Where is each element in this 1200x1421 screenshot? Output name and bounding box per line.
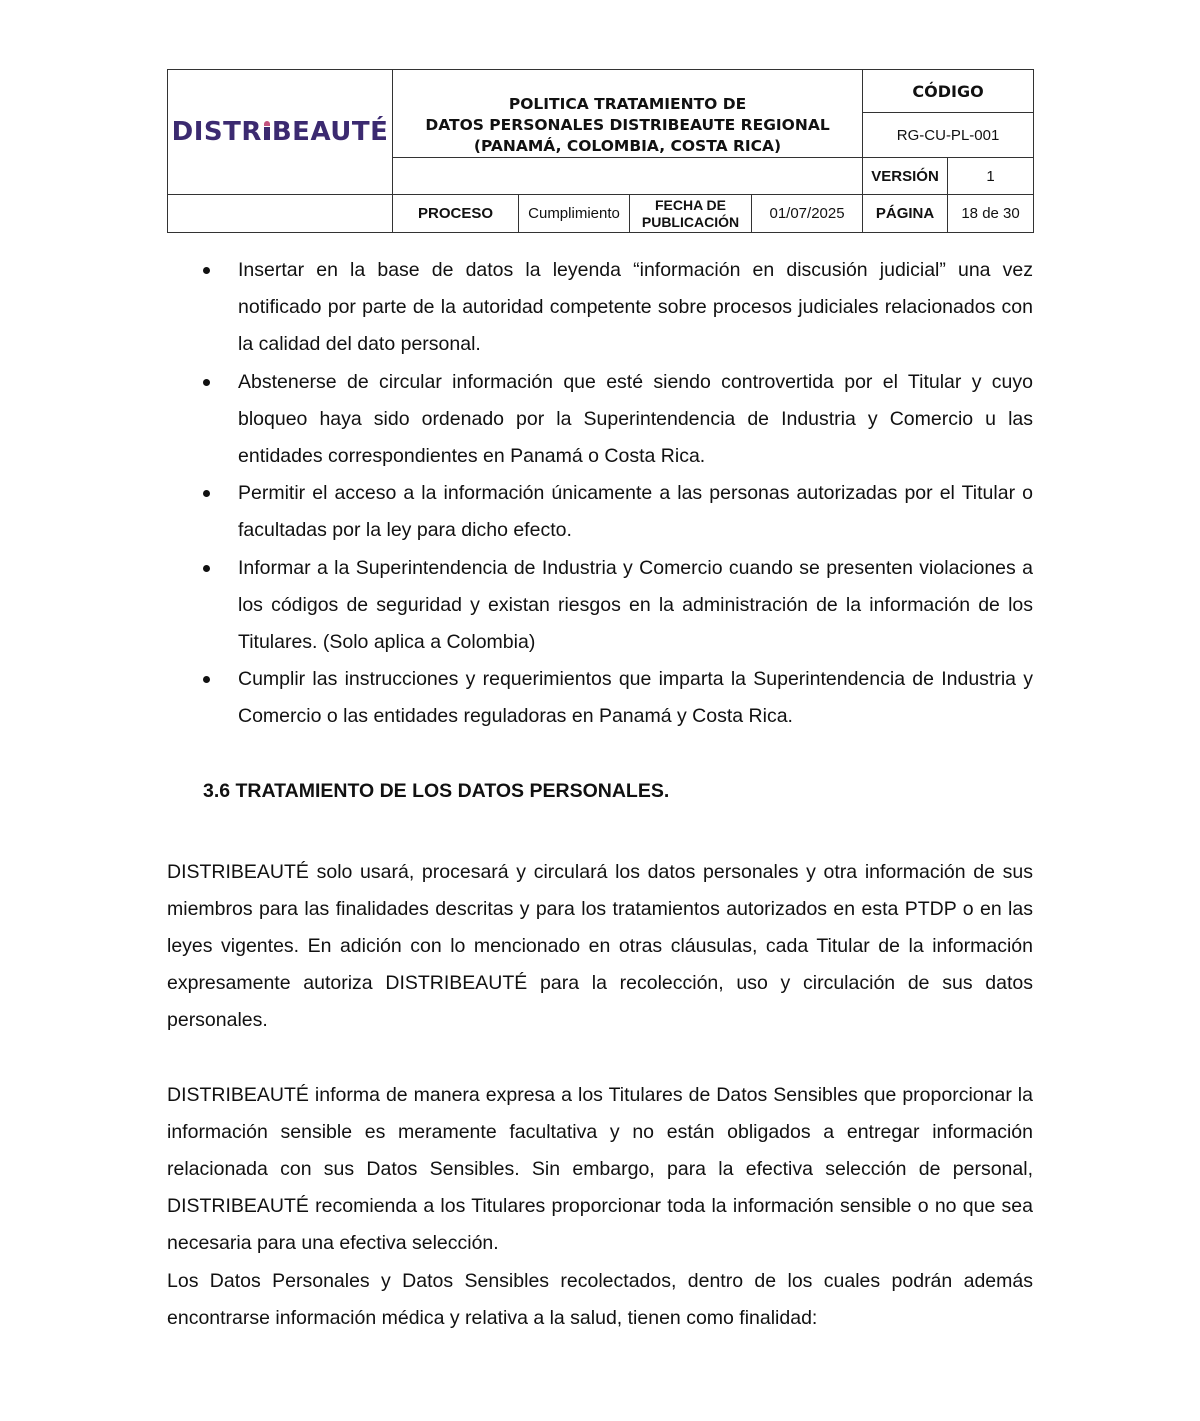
bullet-icon bbox=[203, 267, 210, 274]
title-spacer bbox=[393, 158, 863, 195]
title-line-1: POLITICA TRATAMIENTO DE bbox=[508, 95, 747, 113]
document-header-table bbox=[167, 69, 1034, 233]
section-heading: 3.6 TRATAMIENTO DE LOS DATOS PERSONALES. bbox=[203, 779, 670, 802]
document-body bbox=[167, 252, 1033, 1337]
pagina-label: PÁGINA bbox=[863, 195, 948, 233]
list-item-text: Abstenerse de circular información que esté siendo controvertida por el Titular y cuyo bloqueo haya sido ordenado por la Superintendencia de Industria y Comercio u las entidades correspondientes en Panamá o Costa Rica. bbox=[238, 370, 1033, 468]
list-item bbox=[167, 550, 1033, 662]
fecha-label-line2: PUBLICACIÓN bbox=[641, 213, 740, 230]
list-item-text: Insertar en la base de datos la leyenda “información en discusión judicial” una vez notificado por parte de la autoridad competente sobre procesos judiciales relacionados con la calidad del dato personal. bbox=[238, 259, 1033, 356]
bullet-icon bbox=[203, 379, 210, 386]
proceso-label: PROCESO bbox=[393, 195, 519, 233]
codigo-value: RG-CU-PL-001 bbox=[863, 113, 1034, 158]
list-item bbox=[167, 475, 1033, 549]
document-title bbox=[393, 94, 862, 157]
lipstick-i-icon bbox=[263, 121, 271, 140]
logo-text-part1: DISTR bbox=[171, 117, 262, 147]
logo-bottom-cell bbox=[168, 195, 393, 233]
logo-cell bbox=[168, 70, 393, 195]
paragraph-purpose: Los Datos Personales y Datos Sensibles recolectados, dentro de los cuales podrán además encontrarse información médica y relativa a la salud, tienen como finalidad: bbox=[167, 1269, 1033, 1329]
list-item bbox=[167, 364, 1033, 476]
list-item-text: Cumplir las instrucciones y requerimientos que imparta la Superintendencia de Industria y Comercio o las entidades reguladoras en Panamá y Costa Rica. bbox=[238, 668, 1033, 728]
codigo-label: CÓDIGO bbox=[863, 70, 1034, 113]
obligations-list bbox=[167, 252, 1033, 736]
title-line-3: (PANAMÁ, COLOMBIA, COSTA RICA) bbox=[473, 137, 782, 155]
version-value: 1 bbox=[948, 158, 1034, 195]
distribeaute-logo bbox=[172, 117, 389, 147]
list-item bbox=[167, 661, 1033, 735]
list-item-text: Informar a la Superintendencia de Industria y Comercio cuando se presenten violaciones a los códigos de seguridad y existan riesgos en la administración de la información de los Titulares. (Solo aplica a Colombia) bbox=[238, 556, 1033, 654]
logo-text-part2: BEAUTÉ bbox=[271, 117, 389, 147]
document-title-cell bbox=[393, 70, 863, 158]
bullet-icon bbox=[203, 676, 210, 683]
list-item-text: Permitir el acceso a la información únicamente a las personas autorizadas por el Titular o facultadas por la ley para dicho efecto. bbox=[238, 482, 1033, 542]
proceso-value: Cumplimiento bbox=[519, 195, 630, 233]
pagina-value: 18 de 30 bbox=[948, 195, 1034, 233]
paragraph-sensitive-data: DISTRIBEAUTÉ informa de manera expresa a los Titulares de Datos Sensibles que proporcionar la información sensible es meramente facultativa y no están obligados a entregar información relacionada con sus Datos Sensibles. Sin embargo, para la efectiva selección de personal, DISTRIBEAUTÉ recomienda a los Titulares proporcionar toda la información sensible o no que sea necesaria para una efectiva selección. bbox=[167, 1083, 1033, 1255]
bullet-icon bbox=[203, 565, 210, 572]
version-label: VERSIÓN bbox=[863, 158, 948, 195]
fecha-publicacion-value: 01/07/2025 bbox=[752, 195, 863, 233]
fecha-label-line1: FECHA DE bbox=[654, 196, 727, 213]
list-item bbox=[167, 252, 1033, 364]
title-line-2: DATOS PERSONALES DISTRIBEAUTE REGIONAL bbox=[425, 116, 830, 134]
paragraph-usage: DISTRIBEAUTÉ solo usará, procesará y circulará los datos personales y otra información de sus miembros para las finalidades descritas y para los tratamientos autorizados en esta PTDP o en las leyes vigentes. En adición con lo mencionado en otras cláusulas, cada Titular de la información expresamente autoriza DISTRIBEAUTÉ para la recolección, uso y circulación de sus datos personales. bbox=[167, 860, 1033, 1032]
bullet-icon bbox=[203, 490, 210, 497]
fecha-publicacion-label bbox=[630, 195, 752, 233]
